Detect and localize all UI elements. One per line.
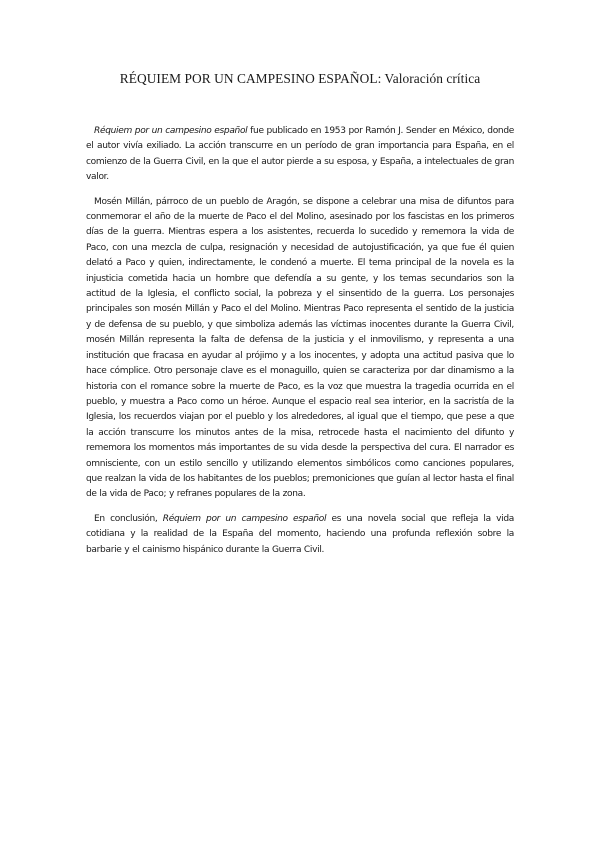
paragraph-intro — [86, 124, 514, 186]
paragraph-analysis — [86, 195, 514, 503]
paragraph-conclusion-lead: En conclusión, — [94, 513, 163, 524]
paragraph-intro-text: fue publicado en 1953 por Ramón J. Sender en México, donde el autor vivía exiliado. La acción transcurre en un período de gran importancia para España, en el comienzo de la Guerra Civil, en la que el autor pierde a su esposa, y España, a intelectuales de gran valor. — [86, 126, 515, 183]
book-title-italic: Réquiem por un campesino español — [162, 513, 327, 524]
paragraph-conclusion-text: es una novela social que refleja la vida cotidiana y la realidad de la España del momento, haciendo una profunda reflexión sobre la barbarie y el cainismo hispánico durante la Guerra Civil. — [86, 513, 515, 555]
book-title-italic: Réquiem por un campesino español — [94, 126, 248, 136]
document-title: RÉQUIEM POR UN CAMPESINO ESPAÑOL: Valoración crítica — [119, 71, 481, 86]
paragraph-analysis-text: Mosén Millán, párroco de un pueblo de Aragón, se dispone a celebrar una misa de difuntos para conmemorar el año de la muerte de Paco el del Molino, asesinado por los fascistas en los primeros días de la guerra. Mientras espera a los asistentes, recuerda lo sucedido y rememora la vida de Paco, con una mezcla de culpa, resignación y necesidad de autojustificación, ya que fue él quien delató a Paco y quien, indirectamente, le condenó a muerte. El tema principal de la novela es la injusticia cometida hacia un hombre que defendía a su gente, y los temas secundarios son la actitud de la Iglesia, el conflicto social, la pobreza y el sinsentido de la guerra. Los personajes principales son mosén Millán y Paco el del Molino. Mientras Paco representa el sentido de la justicia y de defensa de su pueblo, y que simboliza además las víctimas inocentes durante la Guerra Civil, mosén Millán representa la falta de defensa de la justicia y el inmovilismo, y representa a una institución que fracasa en ayudar al prójimo y a los inocentes, y adopta una actitud pasiva que lo hace cómplice. Otro personaje clave es el monaguillo, quien se caracteriza por dar dinamismo a la historia con el romance sobre la muerte de Paco, es la voz que muestra la tragedia ocurrida en el pueblo, y muestra a Paco como un héroe. Aunque el espacio real sea interior, en la sacristía de la Iglesia, los recuerdos viajan por el pueblo y los alrededores, al igual que el tiempo, que pese a que la acción transcurre los minutos antes de la misa, retrocede hasta el nacimiento del difunto y rememora los momentos más importantes de su vida desde la perspectiva del cura. El narrador es omnisciente, con un estilo sencillo y utilizando elementos simbólicos como canciones populares, que realzan la vida de los habitantes de los pueblos; premoniciones que guían al lector hasta el final de la vida de Paco; y refranes populares de la zona. — [86, 196, 514, 500]
document-body — [86, 124, 514, 567]
paragraph-conclusion — [86, 512, 514, 558]
